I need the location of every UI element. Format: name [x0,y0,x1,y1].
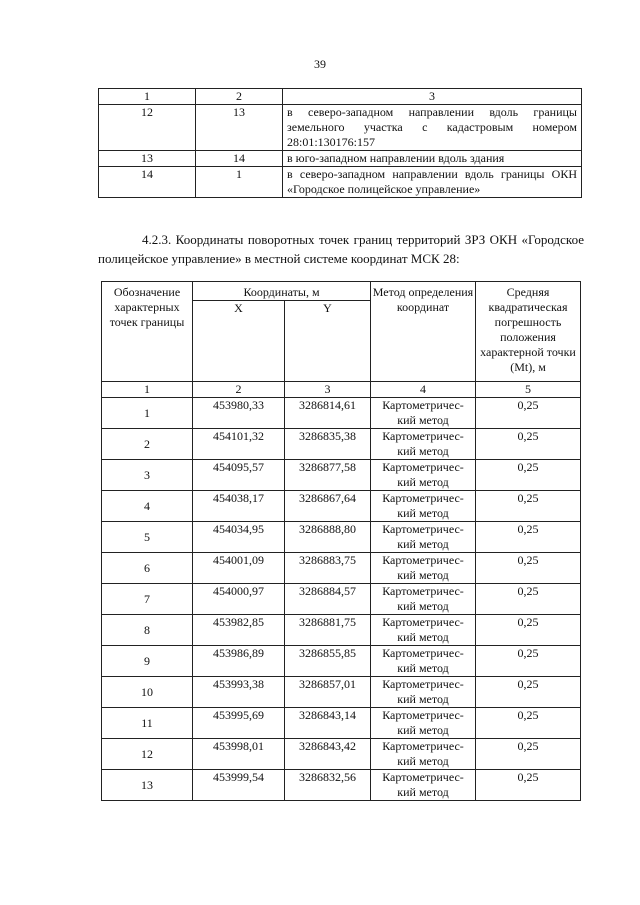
y-coordinate-cell: 3286855,85 [285,646,371,677]
y-coordinate-cell: 3286883,75 [285,553,371,584]
from-point-cell: 13 [99,151,196,167]
method-cell [371,398,476,429]
method-line: кий метод [397,754,449,768]
coordinates-body [102,398,581,801]
table-row [99,105,582,151]
y-coordinate-cell: 3286867,64 [285,491,371,522]
from-point-cell: 14 [99,167,196,198]
column-number: 1 [102,382,193,398]
method-cell [371,553,476,584]
x-coordinate-cell: 454000,97 [193,584,285,615]
y-coordinate-cell: 3286857,01 [285,677,371,708]
x-coordinate-cell: 453980,33 [193,398,285,429]
y-coordinate-cell: 3286843,42 [285,739,371,770]
column-number: 3 [285,382,371,398]
method-line: Картометричес- [382,553,464,567]
error-cell: 0,25 [476,553,581,584]
header-coordinates: Координаты, м [193,282,371,301]
method-cell [371,708,476,739]
method-cell [371,646,476,677]
point-number-cell: 2 [102,429,193,460]
method-line: Картометричес- [382,460,464,474]
point-number-cell: 7 [102,584,193,615]
method-line: кий метод [397,785,449,799]
table-row [102,584,581,615]
point-number-cell: 12 [102,739,193,770]
header-x: X [193,301,285,382]
method-cell [371,739,476,770]
y-coordinate-cell: 3286843,14 [285,708,371,739]
y-coordinate-cell: 3286884,57 [285,584,371,615]
method-line: Картометричес- [382,522,464,536]
method-cell [371,770,476,801]
table-row [102,429,581,460]
header-cell: 2 [196,89,283,105]
error-cell: 0,25 [476,584,581,615]
method-line: Картометричес- [382,429,464,443]
method-cell [371,429,476,460]
method-cell [371,677,476,708]
table-row [102,770,581,801]
method-line: кий метод [397,537,449,551]
x-coordinate-cell: 453986,89 [193,646,285,677]
table-row [102,491,581,522]
y-coordinate-cell: 3286881,75 [285,615,371,646]
header-error: Средняя квадратическая погрешность положения характерной точки (Mt), м [476,282,581,382]
x-coordinate-cell: 454034,95 [193,522,285,553]
header-method: Метод определения координат [371,282,476,382]
x-coordinate-cell: 453999,54 [193,770,285,801]
table-row [102,615,581,646]
to-point-cell: 13 [196,105,283,151]
method-line: Картометричес- [382,646,464,660]
error-cell: 0,25 [476,770,581,801]
x-coordinate-cell: 453982,85 [193,615,285,646]
method-line: кий метод [397,692,449,706]
column-number: 5 [476,382,581,398]
x-coordinate-cell: 453998,01 [193,739,285,770]
y-coordinate-cell: 3286888,80 [285,522,371,553]
from-point-cell: 12 [99,105,196,151]
point-number-cell: 11 [102,708,193,739]
method-line: кий метод [397,506,449,520]
x-coordinate-cell: 453995,69 [193,708,285,739]
to-point-cell: 1 [196,167,283,198]
x-coordinate-cell: 454101,32 [193,429,285,460]
method-cell [371,615,476,646]
error-cell: 0,25 [476,460,581,491]
header-cell: 1 [99,89,196,105]
method-line: кий метод [397,661,449,675]
y-coordinate-cell: 3286814,61 [285,398,371,429]
coordinates-table [101,281,581,801]
point-number-cell: 6 [102,553,193,584]
method-line: Картометричес- [382,770,464,784]
point-number-cell: 4 [102,491,193,522]
to-point-cell: 14 [196,151,283,167]
x-coordinate-cell: 453993,38 [193,677,285,708]
method-line: кий метод [397,444,449,458]
header-point: Обозначение характерных точек границы [102,282,193,382]
x-coordinate-cell: 454038,17 [193,491,285,522]
boundary-description-table [98,88,582,198]
error-cell: 0,25 [476,677,581,708]
y-coordinate-cell: 3286877,58 [285,460,371,491]
point-number-cell: 10 [102,677,193,708]
method-line: кий метод [397,568,449,582]
x-coordinate-cell: 454001,09 [193,553,285,584]
x-coordinate-cell: 454095,57 [193,460,285,491]
error-cell: 0,25 [476,646,581,677]
error-cell: 0,25 [476,615,581,646]
method-cell [371,522,476,553]
point-number-cell: 13 [102,770,193,801]
table-row [102,522,581,553]
method-line: Картометричес- [382,615,464,629]
table-row [102,677,581,708]
method-line: Картометричес- [382,584,464,598]
table-row [99,151,582,167]
column-number: 2 [193,382,285,398]
point-number-cell: 9 [102,646,193,677]
table-row [102,708,581,739]
table-row [102,646,581,677]
error-cell: 0,25 [476,429,581,460]
error-cell: 0,25 [476,522,581,553]
table-header-row [99,89,582,105]
section-paragraph: 4.2.3. Координаты поворотных точек границ территорий ЗРЗ ОКН «Городское полицейское управление» в местной системе координат МСК 28: [98,232,584,266]
header-y: Y [285,301,371,382]
error-cell: 0,25 [476,491,581,522]
point-number-cell: 8 [102,615,193,646]
table-row [102,398,581,429]
description-cell: в северо-западном направлении вдоль границы земельного участка с кадастровым номером 28:01:130176:157 [283,105,582,151]
description-cell: в северо-западном направлении вдоль границы ОКН «Городское полицейское управление» [283,167,582,198]
table-header-row [102,282,581,301]
method-line: Картометричес- [382,491,464,505]
error-cell: 0,25 [476,708,581,739]
y-coordinate-cell: 3286832,56 [285,770,371,801]
point-number-cell: 5 [102,522,193,553]
method-line: кий метод [397,599,449,613]
point-number-cell: 3 [102,460,193,491]
method-line: кий метод [397,475,449,489]
page-number: 39 [314,57,326,71]
column-number: 4 [371,382,476,398]
table-row [102,739,581,770]
table-row [99,167,582,198]
y-coordinate-cell: 3286835,38 [285,429,371,460]
method-line: кий метод [397,630,449,644]
error-cell: 0,25 [476,739,581,770]
method-cell [371,491,476,522]
header-cell: 3 [283,89,582,105]
description-cell: в юго-западном направлении вдоль здания [283,151,582,167]
method-cell [371,584,476,615]
point-number-cell: 1 [102,398,193,429]
method-cell [371,460,476,491]
table-row [102,553,581,584]
method-line: Картометричес- [382,398,464,412]
error-cell: 0,25 [476,398,581,429]
method-line: Картометричес- [382,677,464,691]
method-line: кий метод [397,723,449,737]
method-line: кий метод [397,413,449,427]
column-number-row [102,382,581,398]
method-line: Картометричес- [382,708,464,722]
method-line: Картометричес- [382,739,464,753]
table-row [102,460,581,491]
